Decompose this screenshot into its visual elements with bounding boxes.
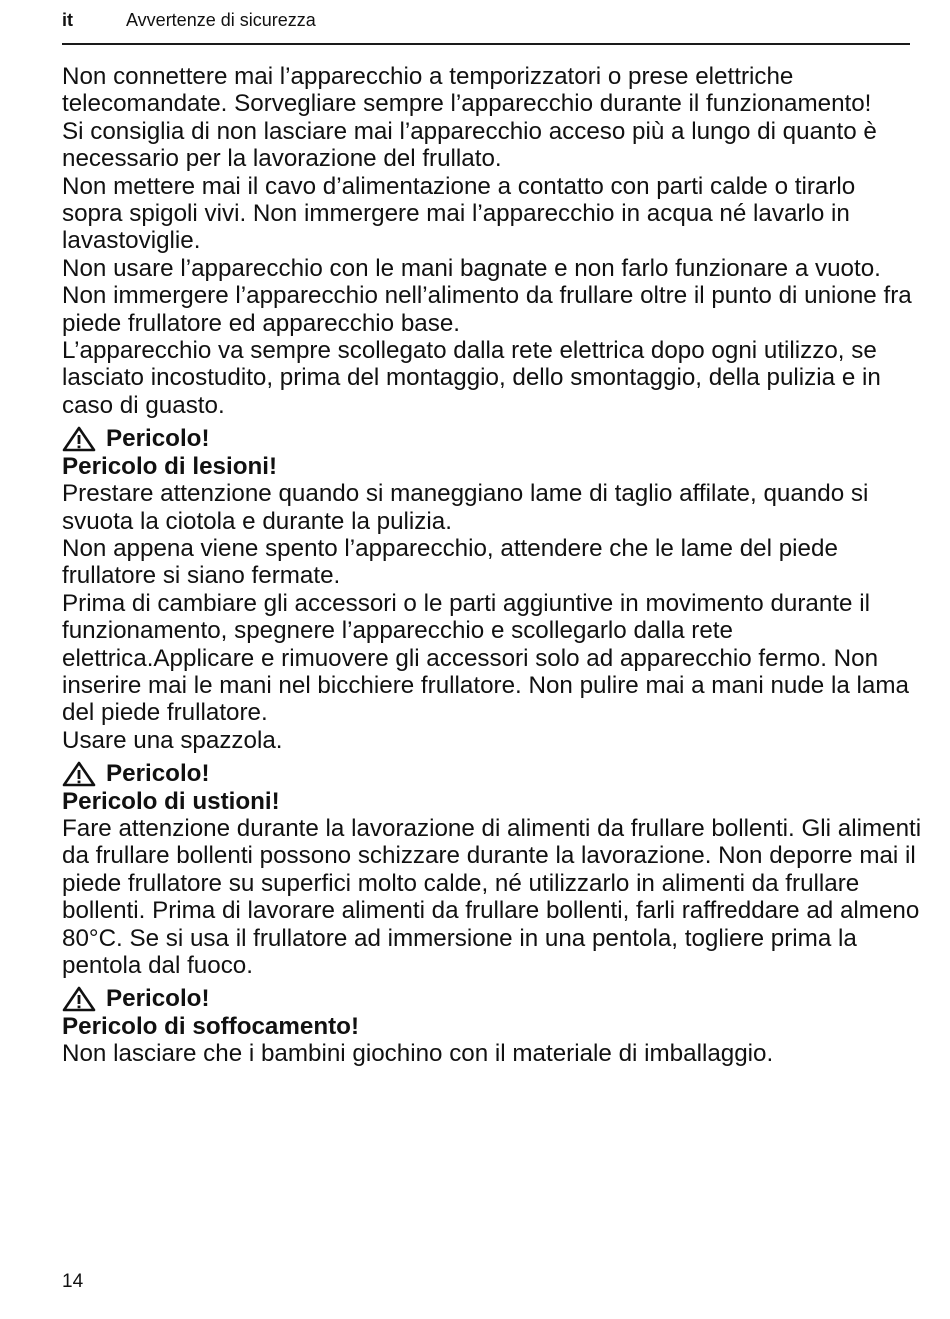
paragraph-packaging: Non lasciare che i bambini giochino con il materiale di imballaggio. [62, 1040, 774, 1068]
paragraph-wet-hands: Non usare l’apparecchio con le mani bagnate e non farlo funzionare a vuoto. [62, 254, 881, 282]
warning-title-injury [62, 425, 922, 452]
paragraph-sharp-blades: Prestare attenzione quando si maneggiano lame di taglio affilate, quando si svuota la ciotola e durante la pulizia. [62, 480, 869, 535]
paragraph-use-brush: Usare una spazzola. [62, 726, 283, 754]
paragraph-power-cord: Non mettere mai il cavo d’alimentazione a contatto con parti calde o tirarlo sopra spigoli vivi. Non immergere mai l’apparecchio in acqua né lavarlo in lavastoviglie. [62, 172, 856, 255]
paragraph-timer-sockets: Non connettere mai l’apparecchio a temporizzatori o prese elettriche telecomandate. Sorvegliare sempre l’apparecchio durante il funzionamento! [62, 63, 872, 118]
section-title: Avvertenze di sicurezza [126, 10, 316, 30]
page-header [62, 8, 910, 32]
paragraph-immersion-depth: Non immergere l’apparecchio nell’alimento da frullare oltre il punto di unione fra piede frullatore ed apparecchio base. [62, 282, 912, 337]
warning-title-text: Pericolo! [106, 760, 210, 788]
paragraph-unplug: L’apparecchio va sempre scollegato dalla rete elettrica dopo ogni utilizzo, se lasciato incostudito, prima del montaggio, dello smontaggio, della pulizia e in caso di guasto. [62, 337, 881, 419]
warning-title-text: Pericolo! [106, 985, 210, 1013]
warning-subtitle-injury: Pericolo di lesioni! [62, 452, 278, 480]
warning-triangle-icon [62, 426, 96, 452]
safety-content [62, 63, 922, 1068]
warning-triangle-icon [62, 761, 96, 787]
page-number: 14 [62, 1271, 84, 1292]
paragraph-blades-stop: Non appena viene spento l’apparecchio, attendere che le lame del piede frullatore si siano fermate. [62, 534, 838, 590]
paragraph-change-accessories: Prima di cambiare gli accessori o le parti aggiuntive in movimento durante il funzionamento, spegnere l’apparecchio e scollegarlo dalla rete elettrica.Applicare e rimuovere gli accessori solo ad apparecchio fermo. Non inserire mai le mani nel bicchiere frullatore. Non pulire mai a mani nude la lama del piede frullatore. [62, 589, 909, 727]
warning-title-burns [62, 760, 922, 787]
warning-subtitle-burns: Pericolo di ustioni! [62, 787, 280, 815]
header-divider [62, 43, 910, 45]
warning-title-suffocation [62, 985, 922, 1012]
warning-triangle-icon [62, 986, 96, 1012]
paragraph-hot-food: Fare attenzione durante la lavorazione di alimenti da frullare bollenti. Gli alimenti da frullare bollenti possono schizzare durante la lavorazione. Non deporre mai il piede frullatore su superfici molto calde, né utilizzarlo in alimenti da frullare bollenti. Prima di lavorare alimenti da frullare bollenti, farli raffreddare ad almeno 80°C. Se si usa il frullatore ad immersione in una pentola, togliere prima la pentola dal fuoco. [62, 814, 922, 979]
language-code: it [62, 10, 73, 30]
warning-title-text: Pericolo! [106, 425, 210, 453]
warning-subtitle-suffocation: Pericolo di soffocamento! [62, 1012, 360, 1040]
paragraph-operating-time: Si consiglia di non lasciare mai l’apparecchio acceso più a lungo di quanto è necessario per la lavorazione del frullato. [62, 117, 877, 173]
